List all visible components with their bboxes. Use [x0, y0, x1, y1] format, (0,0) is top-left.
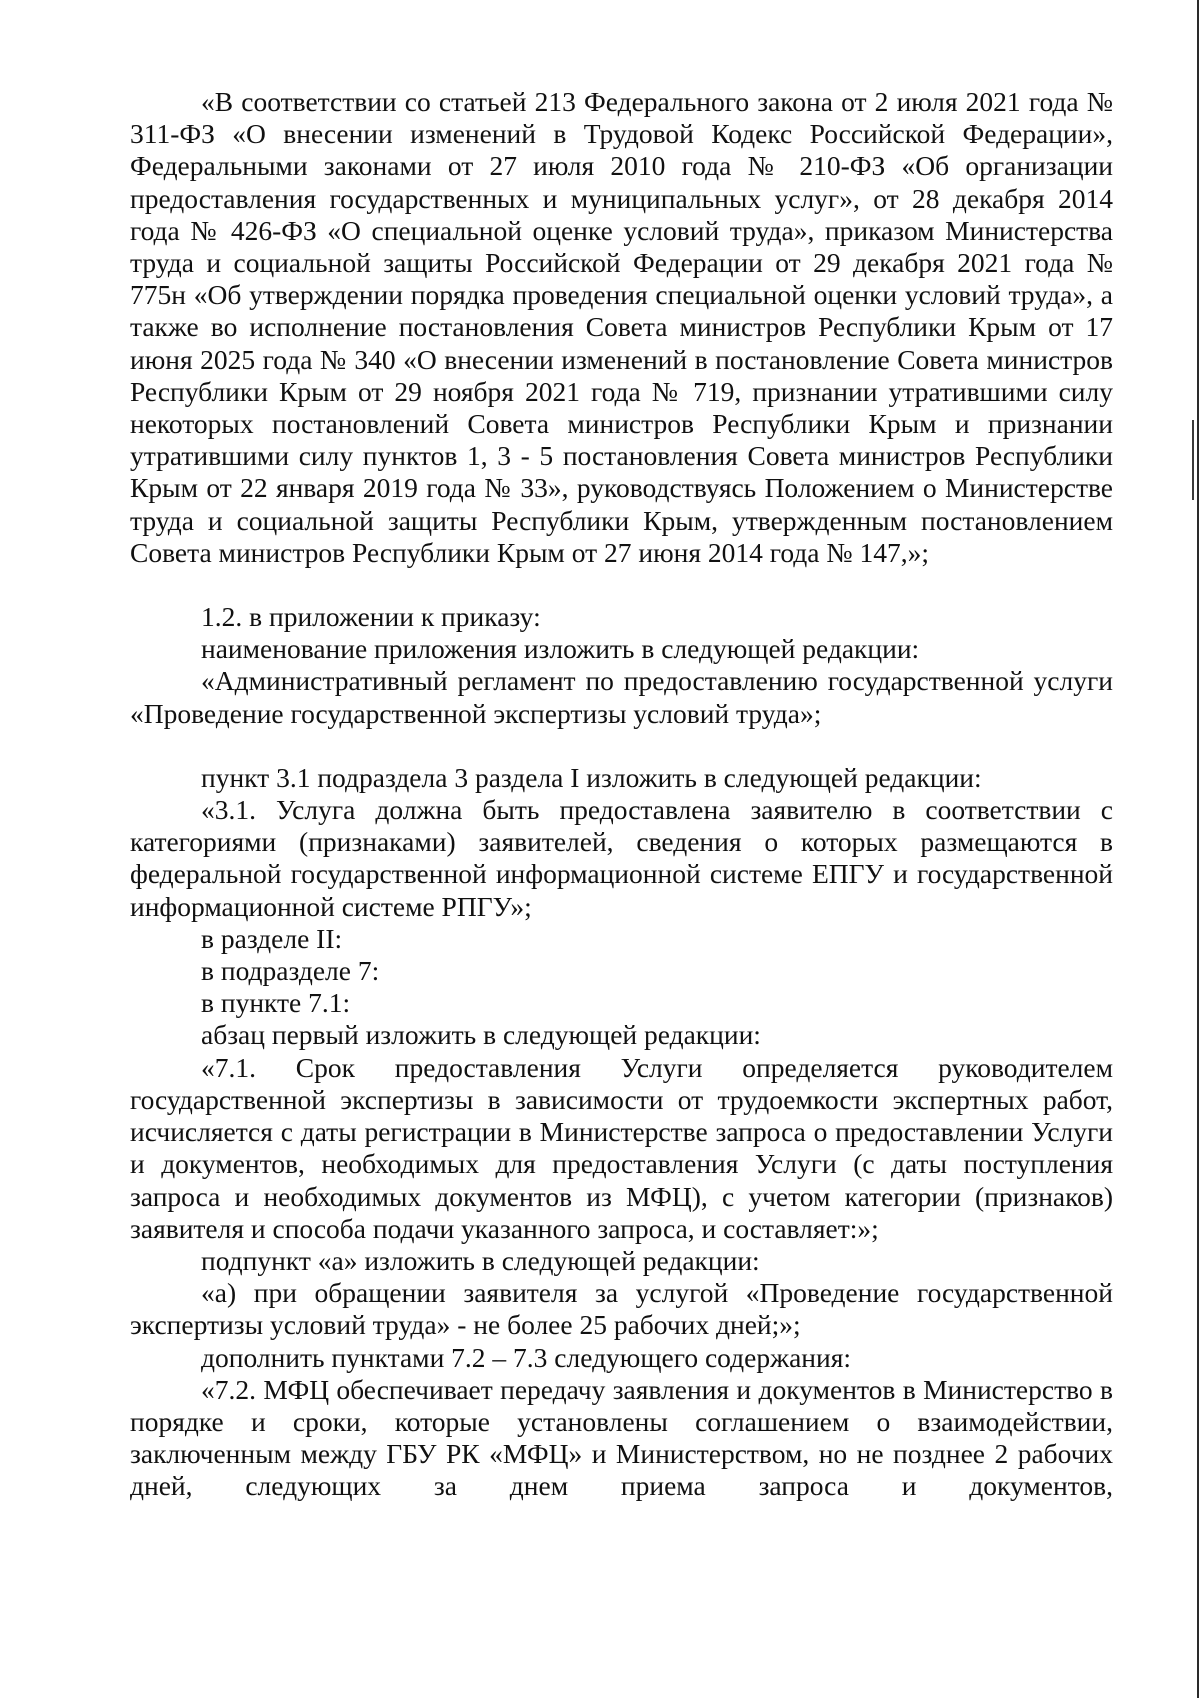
scan-edge-mark	[1192, 420, 1194, 500]
paragraph-regulation-title: «Административный регламент по предоставлению государственной услуги «Проведение государственной экспертизы условий труда»;	[130, 665, 1113, 729]
document-body	[130, 86, 1113, 1503]
paragraph-point-3-1-text: «3.1. Услуга должна быть предоставлена заявителю в соответствии с категориями (признаками) заявителей, сведения о которых размещаются в федеральной государственной информационной системе ЕПГУ и государственной информационной системе РПГУ»;	[130, 794, 1113, 922]
paragraph-section-2: в разделе II:	[201, 922, 343, 954]
paragraph-add-points: дополнить пунктами 7.2 – 7.3 следующего содержания:	[201, 1341, 851, 1373]
paragraph-point-7-1: в пункте 7.1:	[201, 987, 351, 1019]
paragraph-point-3-1-intro: пункт 3.1 подраздела 3 раздела I изложить в следующей редакции:	[201, 761, 982, 793]
paragraph-subpoint-a-text: «а) при обращении заявителя за услугой «Проведение государственной экспертизы условий труда» - не более 25 рабочих дней;»;	[130, 1277, 1113, 1341]
paragraph-first-clause-intro: абзац первый изложить в следующей редакции:	[201, 1019, 761, 1051]
paragraph-point-7-2-text: «7.2. МФЦ обеспечивает передачу заявления и документов в Министерство в порядке и сроки, которые установлены соглашением о взаимодействии, заключенным между ГБУ РК «МФЦ» и Министерством, но не позднее 2 рабочих дней, следующих за днем приема запроса и документов,	[130, 1373, 1113, 1502]
paragraph-appendix-name: наименование приложения изложить в следующей редакции:	[201, 633, 920, 665]
paragraph-gap	[130, 569, 1113, 601]
paragraph-subpoint-a-intro: подпункт «а» изложить в следующей редакции:	[201, 1244, 760, 1276]
paragraph-legal-basis: «В соответствии со статьей 213 Федерального закона от 2 июля 2021 года № 311-ФЗ «О внесении изменений в Трудовой Кодекс Российской Федерации», Федеральными законами от 27 июля 2010 года № 210-ФЗ «Об организации предоставления государственных и муниципальных услуг», от 28 декабря 2014 года № 426-ФЗ «О специальной оценке условий труда», приказом Министерства труда и социальной защиты Российской Федерации от 29 декабря 2021 года № 775н «Об утверждении порядка проведения специальной оценки условий труда», а также во исполнение постановления Совета министров Республики Крым от 17 июня 2025 года № 340 «О внесении изменений в постановление Совета министров Республики Крым от 29 ноября 2021 года № 719, признании утратившими силу некоторых постановлений Совета министров Республики Крым и признании утратившими силу пунктов 1, 3 - 5 постановления Совета министров Республики Крым от 22 января 2019 года № 33», руководствуясь Положением о Министерстве труда и социальной защиты Республики Крым, утвержденным постановлением Совета министров Республики Крым от 27 июня 2014 года № 147,»;	[130, 86, 1113, 568]
paragraph-gap	[130, 730, 1113, 762]
scan-edge-line	[1197, 0, 1199, 1698]
paragraph-item-1-2: 1.2. в приложении к приказу:	[201, 601, 541, 633]
paragraph-point-7-1-text: «7.1. Срок предоставления Услуги определяется руководителем государственной экспертизы в зависимости от трудоемкости экспертных работ, исчисляется с даты регистрации в Министерстве запроса о предоставлении Услуги и документов, необходимых для предоставления Услуги (с даты поступления запроса и необходимых документов из МФЦ), с учетом категории (признаков) заявителя и способа подачи указанного запроса, и составляет:»;	[130, 1051, 1113, 1244]
paragraph-subsection-7: в подразделе 7:	[201, 955, 380, 987]
